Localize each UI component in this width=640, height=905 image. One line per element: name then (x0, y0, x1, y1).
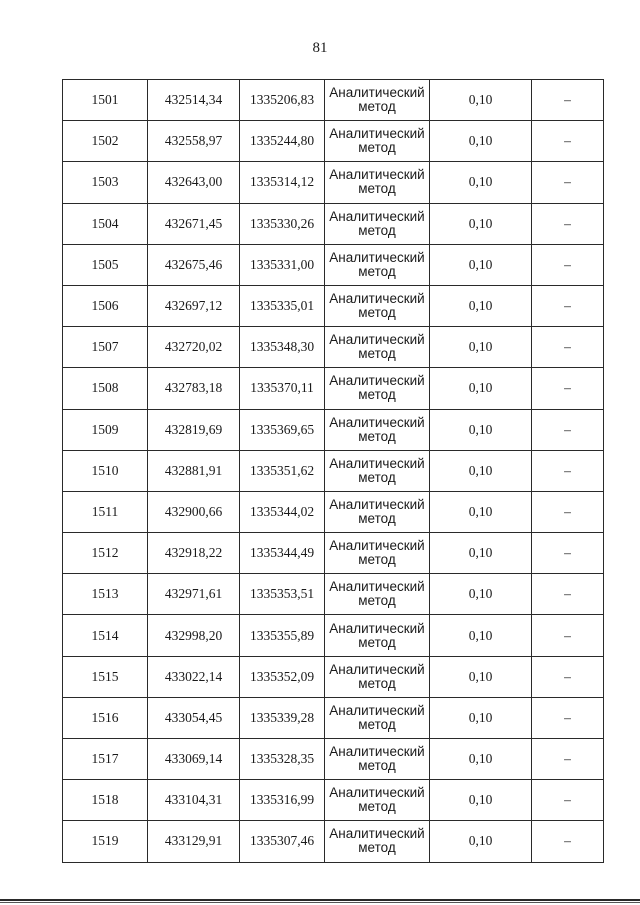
table-row (63, 327, 604, 368)
table-row (63, 285, 604, 326)
method-line-2: метод (358, 510, 396, 526)
x-coordinate-cell: 432558,97 (148, 121, 240, 162)
x-coordinate-cell: 433054,45 (148, 697, 240, 738)
y-coordinate-cell: 1335316,99 (240, 780, 325, 821)
y-coordinate-cell: 1335348,30 (240, 327, 325, 368)
x-coordinate-cell: 432918,22 (148, 533, 240, 574)
description-cell: – (532, 409, 604, 450)
point-id-cell: 1511 (63, 491, 148, 532)
accuracy-cell: 0,10 (430, 368, 532, 409)
description-cell: – (532, 327, 604, 368)
method-line-1: Аналитический (329, 496, 425, 512)
accuracy-cell: 0,10 (430, 80, 532, 121)
accuracy-cell: 0,10 (430, 409, 532, 450)
x-coordinate-cell: 432643,00 (148, 162, 240, 203)
table-row (63, 491, 604, 532)
description-cell: – (532, 574, 604, 615)
accuracy-cell: 0,10 (430, 615, 532, 656)
y-coordinate-cell: 1335352,09 (240, 656, 325, 697)
method-line-1: Аналитический (329, 414, 425, 430)
table-row (63, 574, 604, 615)
method-cell (325, 697, 430, 738)
y-coordinate-cell: 1335369,65 (240, 409, 325, 450)
description-cell: – (532, 80, 604, 121)
method-line-2: метод (358, 428, 396, 444)
description-cell: – (532, 121, 604, 162)
method-line-1: Аналитический (329, 126, 425, 142)
description-cell: – (532, 780, 604, 821)
point-id-cell: 1502 (63, 121, 148, 162)
method-line-2: метод (358, 140, 396, 156)
method-line-2: метод (358, 181, 396, 197)
table-row (63, 203, 604, 244)
accuracy-cell: 0,10 (430, 821, 532, 862)
description-cell: – (532, 368, 604, 409)
y-coordinate-cell: 1335330,26 (240, 203, 325, 244)
method-line-1: Аналитический (329, 620, 425, 636)
bottom-border (0, 899, 640, 901)
point-id-cell: 1518 (63, 780, 148, 821)
method-line-1: Аналитический (329, 538, 425, 554)
description-cell: – (532, 615, 604, 656)
method-line-2: метод (358, 840, 396, 856)
method-line-2: метод (358, 716, 396, 732)
x-coordinate-cell: 433069,14 (148, 739, 240, 780)
x-coordinate-cell: 432881,91 (148, 450, 240, 491)
point-id-cell: 1513 (63, 574, 148, 615)
point-id-cell: 1512 (63, 533, 148, 574)
method-line-1: Аналитический (329, 208, 425, 224)
point-id-cell: 1507 (63, 327, 148, 368)
accuracy-cell: 0,10 (430, 697, 532, 738)
y-coordinate-cell: 1335331,00 (240, 244, 325, 285)
description-cell: – (532, 285, 604, 326)
x-coordinate-cell: 432998,20 (148, 615, 240, 656)
method-line-1: Аналитический (329, 826, 425, 842)
table-row (63, 821, 604, 862)
table-row (63, 656, 604, 697)
method-line-2: метод (358, 634, 396, 650)
method-cell (325, 368, 430, 409)
method-cell (325, 203, 430, 244)
method-line-2: метод (358, 552, 396, 568)
method-cell (325, 615, 430, 656)
y-coordinate-cell: 1335370,11 (240, 368, 325, 409)
method-line-2: метод (358, 99, 396, 115)
y-coordinate-cell: 1335344,49 (240, 533, 325, 574)
y-coordinate-cell: 1335344,02 (240, 491, 325, 532)
method-cell (325, 121, 430, 162)
point-id-cell: 1504 (63, 203, 148, 244)
point-id-cell: 1505 (63, 244, 148, 285)
table-row (63, 615, 604, 656)
description-cell: – (532, 491, 604, 532)
table-row (63, 368, 604, 409)
description-cell: – (532, 739, 604, 780)
x-coordinate-cell: 433022,14 (148, 656, 240, 697)
x-coordinate-cell: 432783,18 (148, 368, 240, 409)
description-cell: – (532, 162, 604, 203)
x-coordinate-cell: 433104,31 (148, 780, 240, 821)
point-id-cell: 1510 (63, 450, 148, 491)
method-line-2: метод (358, 346, 396, 362)
method-cell (325, 450, 430, 491)
y-coordinate-cell: 1335206,83 (240, 80, 325, 121)
accuracy-cell: 0,10 (430, 203, 532, 244)
table-row (63, 80, 604, 121)
description-cell: – (532, 656, 604, 697)
table-body (63, 80, 604, 863)
accuracy-cell: 0,10 (430, 491, 532, 532)
method-line-2: метод (358, 469, 396, 485)
x-coordinate-cell: 432819,69 (148, 409, 240, 450)
point-id-cell: 1506 (63, 285, 148, 326)
method-line-1: Аналитический (329, 167, 425, 183)
point-id-cell: 1515 (63, 656, 148, 697)
y-coordinate-cell: 1335314,12 (240, 162, 325, 203)
method-line-1: Аналитический (329, 785, 425, 801)
table-row (63, 121, 604, 162)
method-cell (325, 491, 430, 532)
method-line-1: Аналитический (329, 332, 425, 348)
point-id-cell: 1517 (63, 739, 148, 780)
method-line-2: метод (358, 222, 396, 238)
method-cell (325, 80, 430, 121)
table-row (63, 780, 604, 821)
table-row (63, 450, 604, 491)
table-row (63, 162, 604, 203)
y-coordinate-cell: 1335355,89 (240, 615, 325, 656)
y-coordinate-cell: 1335328,35 (240, 739, 325, 780)
point-id-cell: 1503 (63, 162, 148, 203)
table-row (63, 244, 604, 285)
method-cell (325, 821, 430, 862)
accuracy-cell: 0,10 (430, 285, 532, 326)
y-coordinate-cell: 1335339,28 (240, 697, 325, 738)
method-cell (325, 574, 430, 615)
description-cell: – (532, 533, 604, 574)
x-coordinate-cell: 432514,34 (148, 80, 240, 121)
y-coordinate-cell: 1335351,62 (240, 450, 325, 491)
table-row (63, 409, 604, 450)
x-coordinate-cell: 432971,61 (148, 574, 240, 615)
y-coordinate-cell: 1335307,46 (240, 821, 325, 862)
x-coordinate-cell: 432697,12 (148, 285, 240, 326)
bottom-border-thin (0, 902, 640, 903)
accuracy-cell: 0,10 (430, 574, 532, 615)
description-cell: – (532, 821, 604, 862)
point-id-cell: 1516 (63, 697, 148, 738)
description-cell: – (532, 697, 604, 738)
method-line-1: Аналитический (329, 702, 425, 718)
point-id-cell: 1508 (63, 368, 148, 409)
method-cell (325, 162, 430, 203)
method-cell (325, 244, 430, 285)
accuracy-cell: 0,10 (430, 450, 532, 491)
y-coordinate-cell: 1335244,80 (240, 121, 325, 162)
point-id-cell: 1519 (63, 821, 148, 862)
description-cell: – (532, 203, 604, 244)
x-coordinate-cell: 433129,91 (148, 821, 240, 862)
method-line-2: метод (358, 263, 396, 279)
method-line-2: метод (358, 799, 396, 815)
method-cell (325, 780, 430, 821)
method-cell (325, 656, 430, 697)
method-cell (325, 409, 430, 450)
method-line-1: Аналитический (329, 455, 425, 471)
point-id-cell: 1509 (63, 409, 148, 450)
accuracy-cell: 0,10 (430, 244, 532, 285)
method-line-2: метод (358, 305, 396, 321)
page-number: 81 (312, 40, 328, 56)
description-cell: – (532, 244, 604, 285)
method-line-1: Аналитический (329, 579, 425, 595)
x-coordinate-cell: 432900,66 (148, 491, 240, 532)
method-cell (325, 285, 430, 326)
accuracy-cell: 0,10 (430, 121, 532, 162)
x-coordinate-cell: 432675,46 (148, 244, 240, 285)
method-line-1: Аналитический (329, 85, 425, 101)
method-line-1: Аналитический (329, 661, 425, 677)
y-coordinate-cell: 1335353,51 (240, 574, 325, 615)
method-cell (325, 739, 430, 780)
accuracy-cell: 0,10 (430, 656, 532, 697)
method-line-2: метод (358, 675, 396, 691)
table-row (63, 533, 604, 574)
method-line-1: Аналитический (329, 291, 425, 307)
accuracy-cell: 0,10 (430, 162, 532, 203)
method-line-2: метод (358, 387, 396, 403)
accuracy-cell: 0,10 (430, 327, 532, 368)
description-cell: – (532, 450, 604, 491)
point-id-cell: 1501 (63, 80, 148, 121)
x-coordinate-cell: 432671,45 (148, 203, 240, 244)
accuracy-cell: 0,10 (430, 533, 532, 574)
method-line-1: Аналитический (329, 744, 425, 760)
coordinates-table (62, 79, 604, 863)
method-line-2: метод (358, 758, 396, 774)
method-cell (325, 533, 430, 574)
method-cell (325, 327, 430, 368)
accuracy-cell: 0,10 (430, 780, 532, 821)
table-row (63, 739, 604, 780)
method-line-1: Аналитический (329, 373, 425, 389)
table-row (63, 697, 604, 738)
method-line-2: метод (358, 593, 396, 609)
accuracy-cell: 0,10 (430, 739, 532, 780)
point-id-cell: 1514 (63, 615, 148, 656)
x-coordinate-cell: 432720,02 (148, 327, 240, 368)
y-coordinate-cell: 1335335,01 (240, 285, 325, 326)
method-line-1: Аналитический (329, 249, 425, 265)
